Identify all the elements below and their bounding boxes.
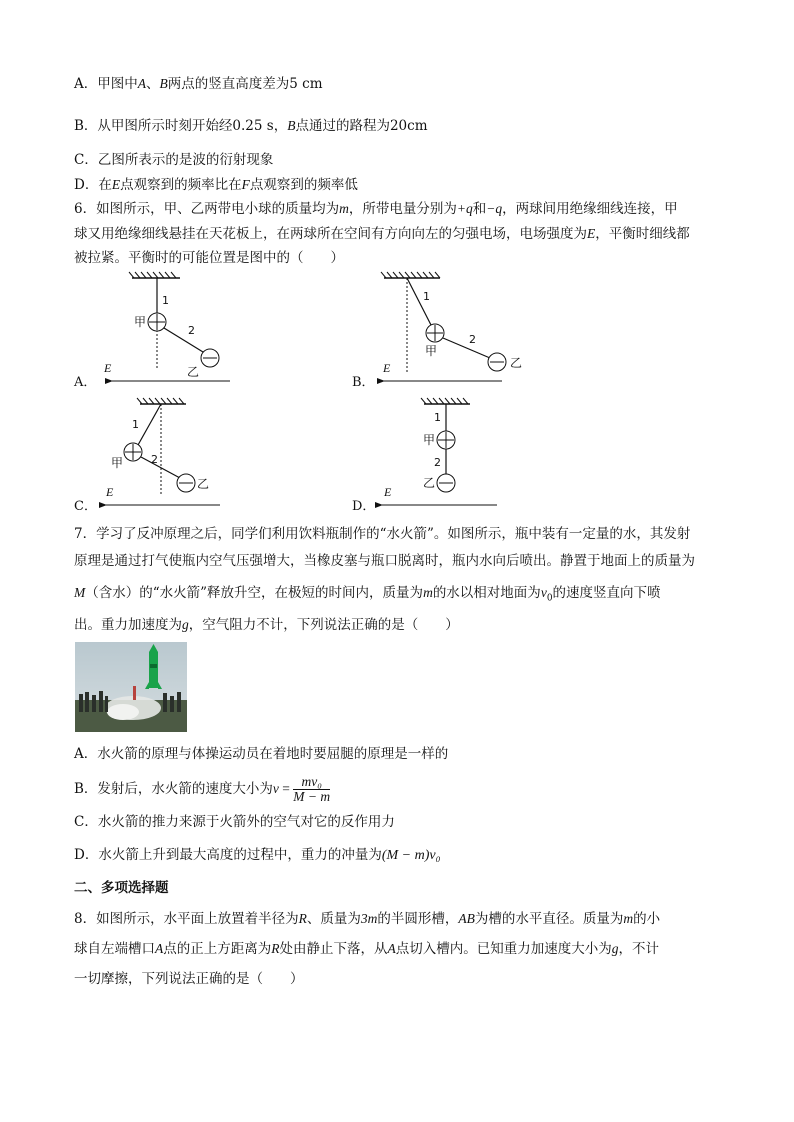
section-title: 二、多项选择题 [74, 880, 169, 896]
text: ，不计 [618, 941, 659, 957]
diagram-a [73, 272, 230, 390]
var: F [241, 177, 250, 192]
text: B．发射后，水火箭的速度大小为 [74, 781, 273, 797]
var: 3m [360, 911, 378, 926]
var: +q [456, 201, 473, 216]
label-jia: 甲 [425, 344, 438, 358]
var: A [387, 941, 396, 956]
q5-option-d [74, 173, 358, 193]
label-jia: 甲 [423, 433, 436, 447]
text: 点的正上方距离为 [163, 941, 272, 957]
label-yi: 乙 [423, 476, 436, 490]
option-a-label: A． [74, 375, 97, 390]
q6-stem-line2 [74, 222, 690, 242]
text: 出。重力加速度为 [74, 617, 182, 633]
label-e: E [104, 361, 112, 375]
text: （含水）的“水火箭”释放升空，在极短的时间内，质量为 [85, 585, 424, 601]
option-c-label: C． [74, 499, 97, 514]
var: v [540, 585, 547, 600]
water-rocket-photo [75, 642, 187, 732]
label-yi: 乙 [510, 356, 523, 370]
label-1: 1 [434, 411, 441, 424]
var: g [182, 617, 189, 632]
q7-option-b [74, 775, 330, 804]
label-1: 1 [423, 290, 430, 303]
q6-diagrams [0, 262, 794, 522]
var: v [272, 781, 279, 796]
var: R [271, 941, 280, 956]
text: D．在 [74, 177, 112, 193]
var: m [423, 585, 433, 600]
expression: (M − m)v₀ [381, 848, 441, 863]
numerator: mv₀ [293, 775, 330, 790]
text: 、质量为 [306, 911, 361, 927]
label-jia: 甲 [134, 315, 147, 329]
text: A．甲图中 [74, 76, 138, 92]
var: E [587, 226, 596, 241]
text: ，空气阻力不计，下列说法正确的是（ ） [188, 617, 459, 633]
text: 点通过的路程为20cm [295, 118, 428, 134]
diagram-d [352, 398, 497, 514]
var: m [339, 201, 349, 216]
var: m [623, 911, 634, 926]
var: AB [458, 911, 475, 926]
q7-stem-line4 [74, 613, 459, 633]
option-d-label: D． [352, 499, 376, 514]
q7-stem-line2: 原理是通过打气使瓶内空气压强增大，当橡皮塞与瓶口脱离时，瓶内水向后喷出。静置于地面上的质量为 [74, 553, 695, 569]
text: 6．如图所示，甲、乙两带电小球的质量均为 [74, 201, 340, 217]
label-1: 1 [132, 418, 139, 431]
var: B [159, 76, 168, 91]
text: 8．如图所示，水平面上放置着半径为 [74, 911, 299, 927]
text: 的小 [633, 911, 661, 927]
q8-stem-line2 [74, 937, 659, 957]
q7-option-a: A．水火箭的原理与体操运动员在着地时要屈腿的原理是一样的 [74, 746, 449, 762]
text: 点观察到的频率比在 [120, 177, 242, 193]
text: 两点的竖直高度差为5 cm [167, 76, 323, 92]
label-2: 2 [434, 456, 441, 469]
text: D．水火箭上升到最大高度的过程中，重力的冲量为 [74, 847, 382, 863]
fraction [293, 775, 330, 804]
text: ，所带电量分别为 [348, 201, 457, 217]
text: 的半圆形槽， [377, 911, 459, 927]
var: E [111, 177, 121, 192]
text: 点观察到的频率低 [249, 177, 358, 193]
label-2: 2 [151, 453, 158, 466]
q5-option-c: C．乙图所表示的是波的衍射现象 [74, 152, 274, 168]
q6-stem-line1 [74, 197, 678, 217]
q7-option-c: C．水火箭的推力来源于火箭外的空气对它的反作用力 [74, 814, 395, 830]
option-b-label: B． [352, 375, 375, 390]
label-jia: 甲 [111, 456, 124, 470]
text: = [278, 781, 294, 796]
var: A [137, 76, 146, 91]
var: g [611, 941, 619, 956]
diagram-b [352, 272, 522, 390]
q6-stem-line3: 被拉紧。平衡时的可能位置是图中的（ ） [74, 250, 344, 266]
text: 球又用绝缘细线悬挂在天花板上，在两球所在空间有方向向左的匀强电场，电场强度为 [74, 226, 587, 242]
label-2: 2 [469, 333, 476, 346]
q7-stem-line3 [74, 581, 661, 604]
label-e: E [384, 485, 392, 499]
text: ，平衡时细线都 [595, 226, 690, 242]
var: B [287, 118, 296, 133]
q5-option-b [74, 114, 428, 134]
q5-option-a [74, 72, 323, 92]
label-1: 1 [162, 294, 169, 307]
label-e: E [383, 361, 391, 375]
label-e: E [106, 485, 114, 499]
label-yi: 乙 [187, 365, 200, 379]
text: 和 [472, 201, 487, 217]
text: 的速度竖直向下喷 [552, 585, 661, 601]
text: 点切入槽内。已知重力加速度大小为 [395, 941, 612, 957]
text: 为槽的水平直径。质量为 [474, 911, 624, 927]
var: A [155, 941, 164, 956]
q7-option-d [74, 843, 440, 864]
var: M [74, 585, 86, 600]
label-yi: 乙 [197, 477, 210, 491]
subscript: 0 [546, 593, 553, 604]
diagram-c [74, 398, 220, 514]
text: 、 [146, 76, 160, 92]
text: 的水以相对地面为 [432, 585, 541, 601]
var: R [298, 911, 307, 926]
q7-stem-line1: 7．学习了反冲原理之后，同学们利用饮料瓶制作的“水火箭”。如图所示，瓶中装有一定量的水，其发射 [74, 526, 691, 542]
text: B．从甲图所示时刻开始经0.25 s， [74, 118, 288, 134]
text: ，两球间用绝缘细线连接，甲 [502, 201, 678, 217]
text: 球自左端槽口 [74, 941, 155, 957]
text: 处由静止下落，从 [279, 941, 388, 957]
denominator: M − m [293, 789, 331, 804]
var: −q [486, 201, 503, 216]
label-2: 2 [188, 324, 195, 337]
q8-stem-line3: 一切摩擦，下列说法正确的是（ ） [74, 971, 304, 987]
q8-stem-line1 [74, 907, 660, 927]
